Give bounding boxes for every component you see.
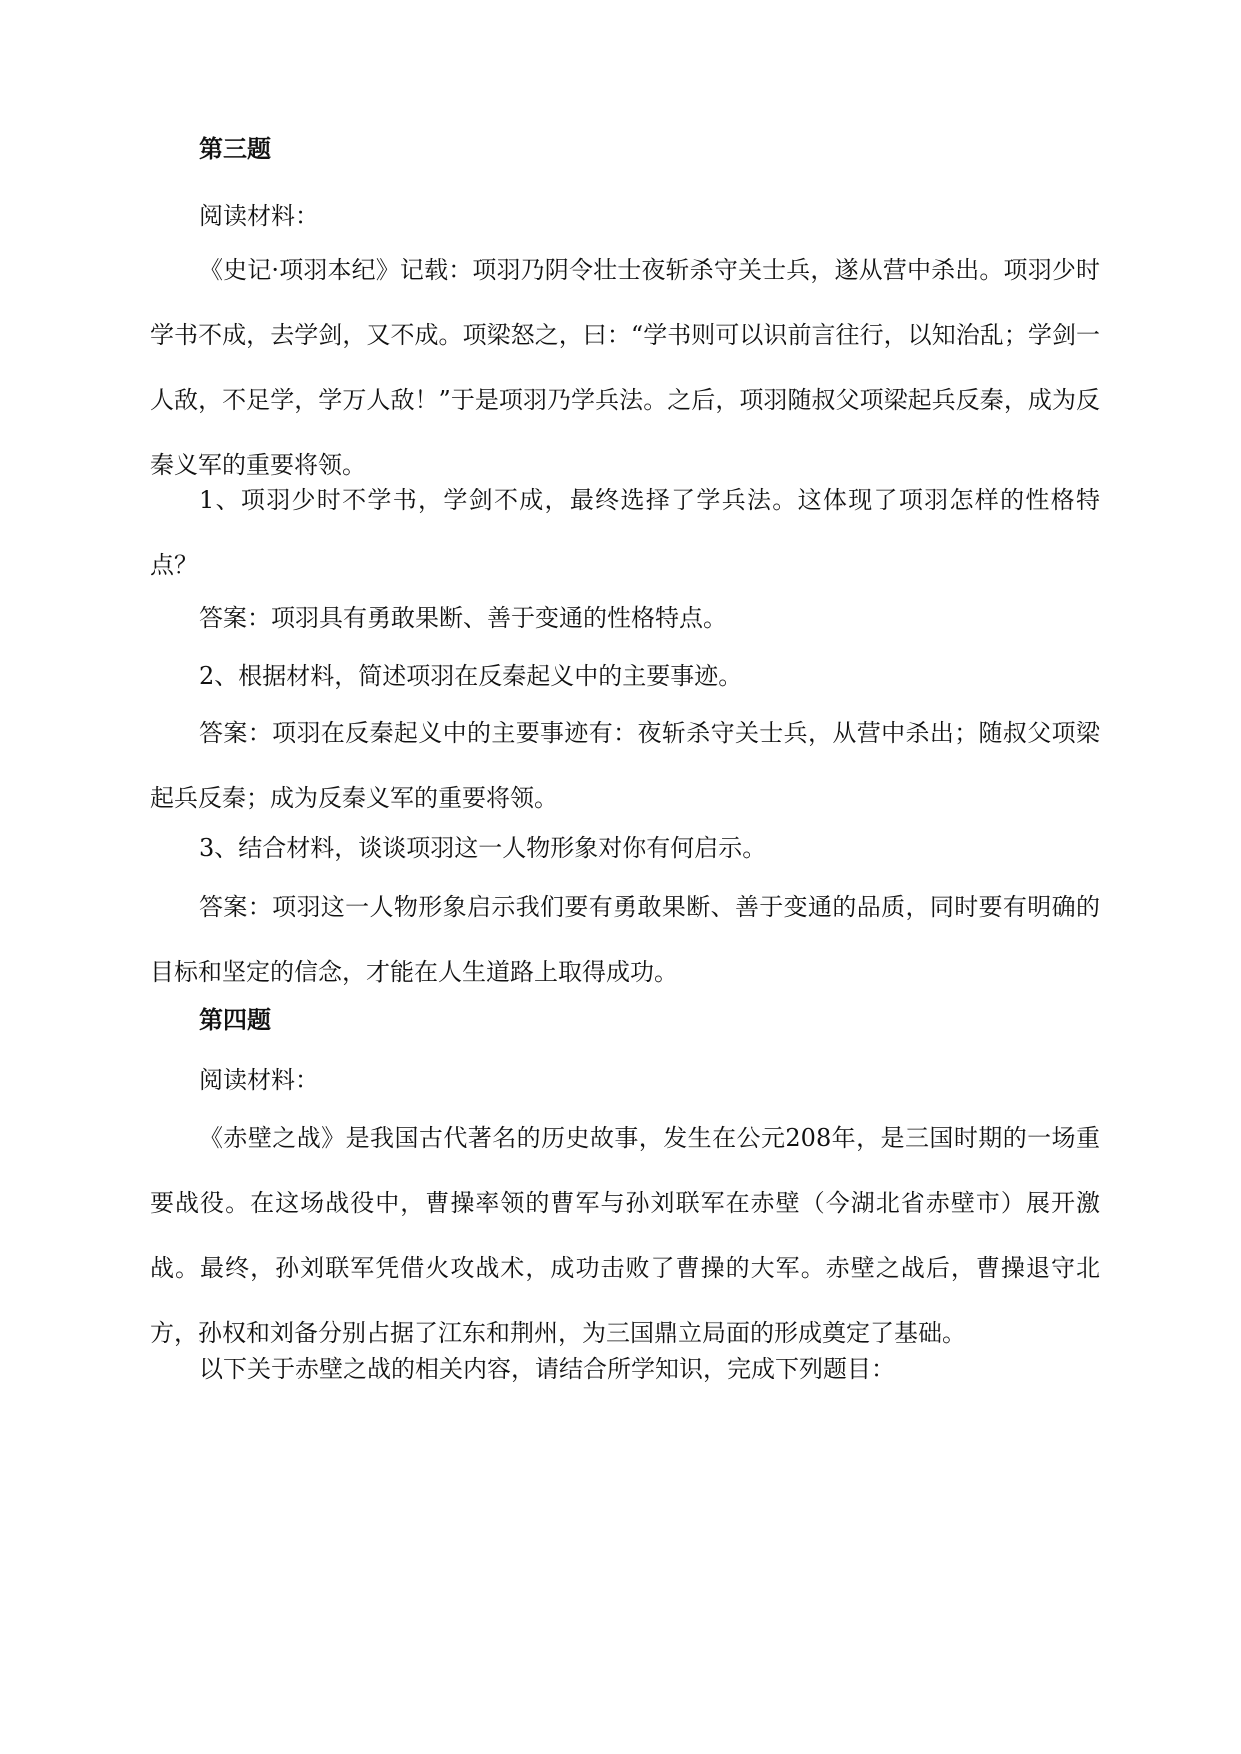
question-1: 1、项羽少时不学书，学剑不成，最终选择了学兵法。这体现了项羽怎样的性格特点？: [150, 486, 1100, 579]
section-3-material: 《史记·项羽本纪》记载：项羽乃阴令壮士夜斩杀守关士兵，遂从营中杀出。项羽少时学书不成，去学剑，又不成。项梁怒之，曰：“学书则可以识前言往行，以知治乱；学剑一人敌，不足学，学万人敌！”于是项羽乃学兵法。之后，项羽随叔父项梁起兵反秦，成为反秦义军的重要将领。: [150, 256, 1100, 479]
section-4-material: 《赤壁之战》是我国古代著名的历史故事，发生在公元208年，是三国时期的一场重要战役。在这场战役中，曹操率领的曹军与孙刘联军在赤壁（今湖北省赤壁市）展开激战。最终，孙刘联军凭借火攻战术，成功击败了曹操的大军。赤壁之战后，曹操退守北方，孙权和刘备分别占据了江东和荆州，为三国鼎立局面的形成奠定了基础。: [150, 1124, 1100, 1347]
answer-2: 答案：项羽在反秦起义中的主要事迹有：夜斩杀守关士兵，从营中杀出；随叔父项梁起兵反秦；成为反秦义军的重要将领。: [150, 719, 1100, 812]
section-4-prompt: 以下关于赤壁之战的相关内容，请结合所学知识，完成下列题目：: [199, 1355, 895, 1383]
section-4-heading: 第四题: [199, 1006, 271, 1034]
question-3: 3、结合材料，谈谈项羽这一人物形象对你有何启示。: [199, 834, 767, 862]
section-3-heading: 第三题: [199, 135, 271, 163]
answer-3: 答案：项羽这一人物形象启示我们要有勇敢果断、善于变通的品质，同时要有明确的目标和坚定的信念，才能在人生道路上取得成功。: [150, 893, 1100, 986]
section-4-intro: 阅读材料：: [199, 1066, 319, 1094]
answer-1: 答案：项羽具有勇敢果断、善于变通的性格特点。: [199, 604, 727, 632]
section-3-intro: 阅读材料：: [199, 202, 319, 230]
question-2: 2、根据材料，简述项羽在反秦起义中的主要事迹。: [199, 662, 743, 690]
